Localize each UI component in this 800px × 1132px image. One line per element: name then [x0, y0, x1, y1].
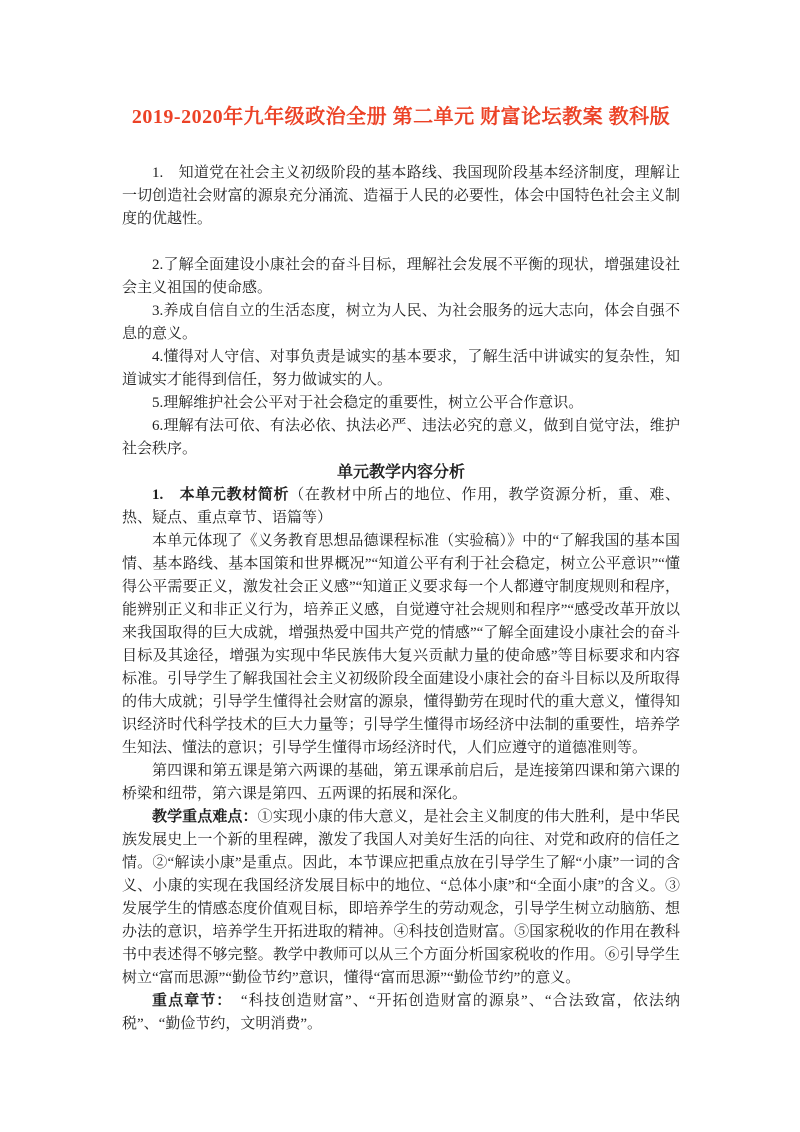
text-run: 2.了解全面建设小康社会的奋斗目标，理解社会发展不平衡的现状，增强建设社会主义祖国的使命感。	[122, 257, 680, 296]
bold-run: 教学重点难点：	[152, 809, 258, 825]
paragraph	[122, 760, 680, 806]
text-run: 3.养成自信自立的生活态度，树立为人民、为社会服务的远大志向，体会自强不息的意义。	[122, 303, 680, 342]
text-run: “科技创造财富”、“开拓创造财富的源泉”、“合法致富，依法纳税”、“勤俭节约，文明消费”。	[122, 993, 680, 1032]
paragraph	[122, 300, 680, 346]
bold-run: 重点章节：	[152, 993, 225, 1009]
paragraph	[122, 990, 680, 1036]
paragraph	[122, 346, 680, 392]
paragraph	[122, 254, 680, 300]
bold-run: 单元教学内容分析	[336, 464, 465, 481]
paragraph	[122, 392, 680, 415]
text-run: ①实现小康的伟大意义，是社会主义制度的伟大胜利，是中华民族发展史上一个新的里程碑，激发了我国人对美好生活的向往、对党和政府的信任之情。②“解读小康”是重点。因此，本节课应把重点放在引导学生了解“小康”一词的含义、小康的实现在我国经济发展目标中的地位、“总体小康”和“全面小康”的含义。③发展学生的情感态度价值观目标，即培养学生的劳动观念，引导学生树立动脑筋、想办法的意识，培养学生开拓进取的精神。④科技创造财富。⑤国家税收的作用在教科书中表述得不够完整。教学中教师可以从三个方面分析国家税收的作用。⑥引导学生树立“富而思源”“勤俭节约”意识，懂得“富而思源”“勤俭节约”的意义。	[122, 809, 680, 986]
section-heading	[122, 461, 680, 484]
text-run: 1. 知道党在社会主义初级阶段的基本路线、我国现阶段基本经济制度，理解让一切创造社会财富的源泉充分涌流、造福于人民的必要性，体会中国特色社会主义制度的优越性。	[122, 165, 680, 227]
text-run: 本单元体现了《义务教育思想品德课程标准（实验稿）》中的“了解我国的基本国情、基本路线、基本国策和世界概况”“知道公平有利于社会稳定，树立公平意识”“懂得公平需要正义，激发社会正义感”“知道正义要求每一个人都遵守制度规则和程序，能辨别正义和非正义行为，培养正义感，自觉遵守社会规则和程序”“感受改革开放以来我国取得的巨大成就，增强热爱中国共产党的情感”“了解全面建设小康社会的奋斗目标及其途径，增强为实现中华民族伟大复兴贡献力量的使命感”等目标要求和内容标准。引导学生了解我国社会主义初级阶段全面建设小康社会的奋斗目标以及所取得的伟大成就；引导学生懂得社会财富的源泉，懂得勤劳在现时代的重大意义，懂得知识经济时代科学技术的巨大力量等；引导学生懂得市场经济中法制的重要性，培养学生知法、懂法的意识；引导学生懂得市场经济时代，人们应遵守的道德准则等。	[122, 533, 680, 756]
paragraph	[122, 530, 680, 760]
text-run: 第四课和第五课是第六两课的基础，第五课承前启后，是连接第四课和第六课的桥梁和纽带，第六课是第四、五两课的拓展和深化。	[122, 763, 680, 802]
document-body	[122, 162, 680, 1036]
text-run: 6.理解有法可依、有法必依、执法必严、违法必究的意义，做到自觉守法，维护社会秩序。	[122, 418, 680, 457]
text-run: 5.理解维护社会公平对于社会稳定的重要性，树立公平合作意识。	[152, 395, 584, 411]
text-run: （在教材中所占的地位、作用，教学资源分析，重、难、热、疑点、重点章节、语篇等）	[122, 487, 680, 526]
paragraph	[122, 484, 680, 530]
paragraph	[122, 806, 680, 990]
text-run: 4.懂得对人守信、对事负责是诚实的基本要求，了解生活中讲诚实的复杂性，知道诚实才能得到信任，努力做诚实的人。	[122, 349, 680, 388]
paragraph	[122, 162, 680, 231]
paragraph	[122, 415, 680, 461]
document-title: 2019-2020年九年级政治全册 第二单元 财富论坛教案 教科版	[131, 106, 671, 128]
bold-run: 1. 本单元教材简析	[152, 487, 290, 503]
